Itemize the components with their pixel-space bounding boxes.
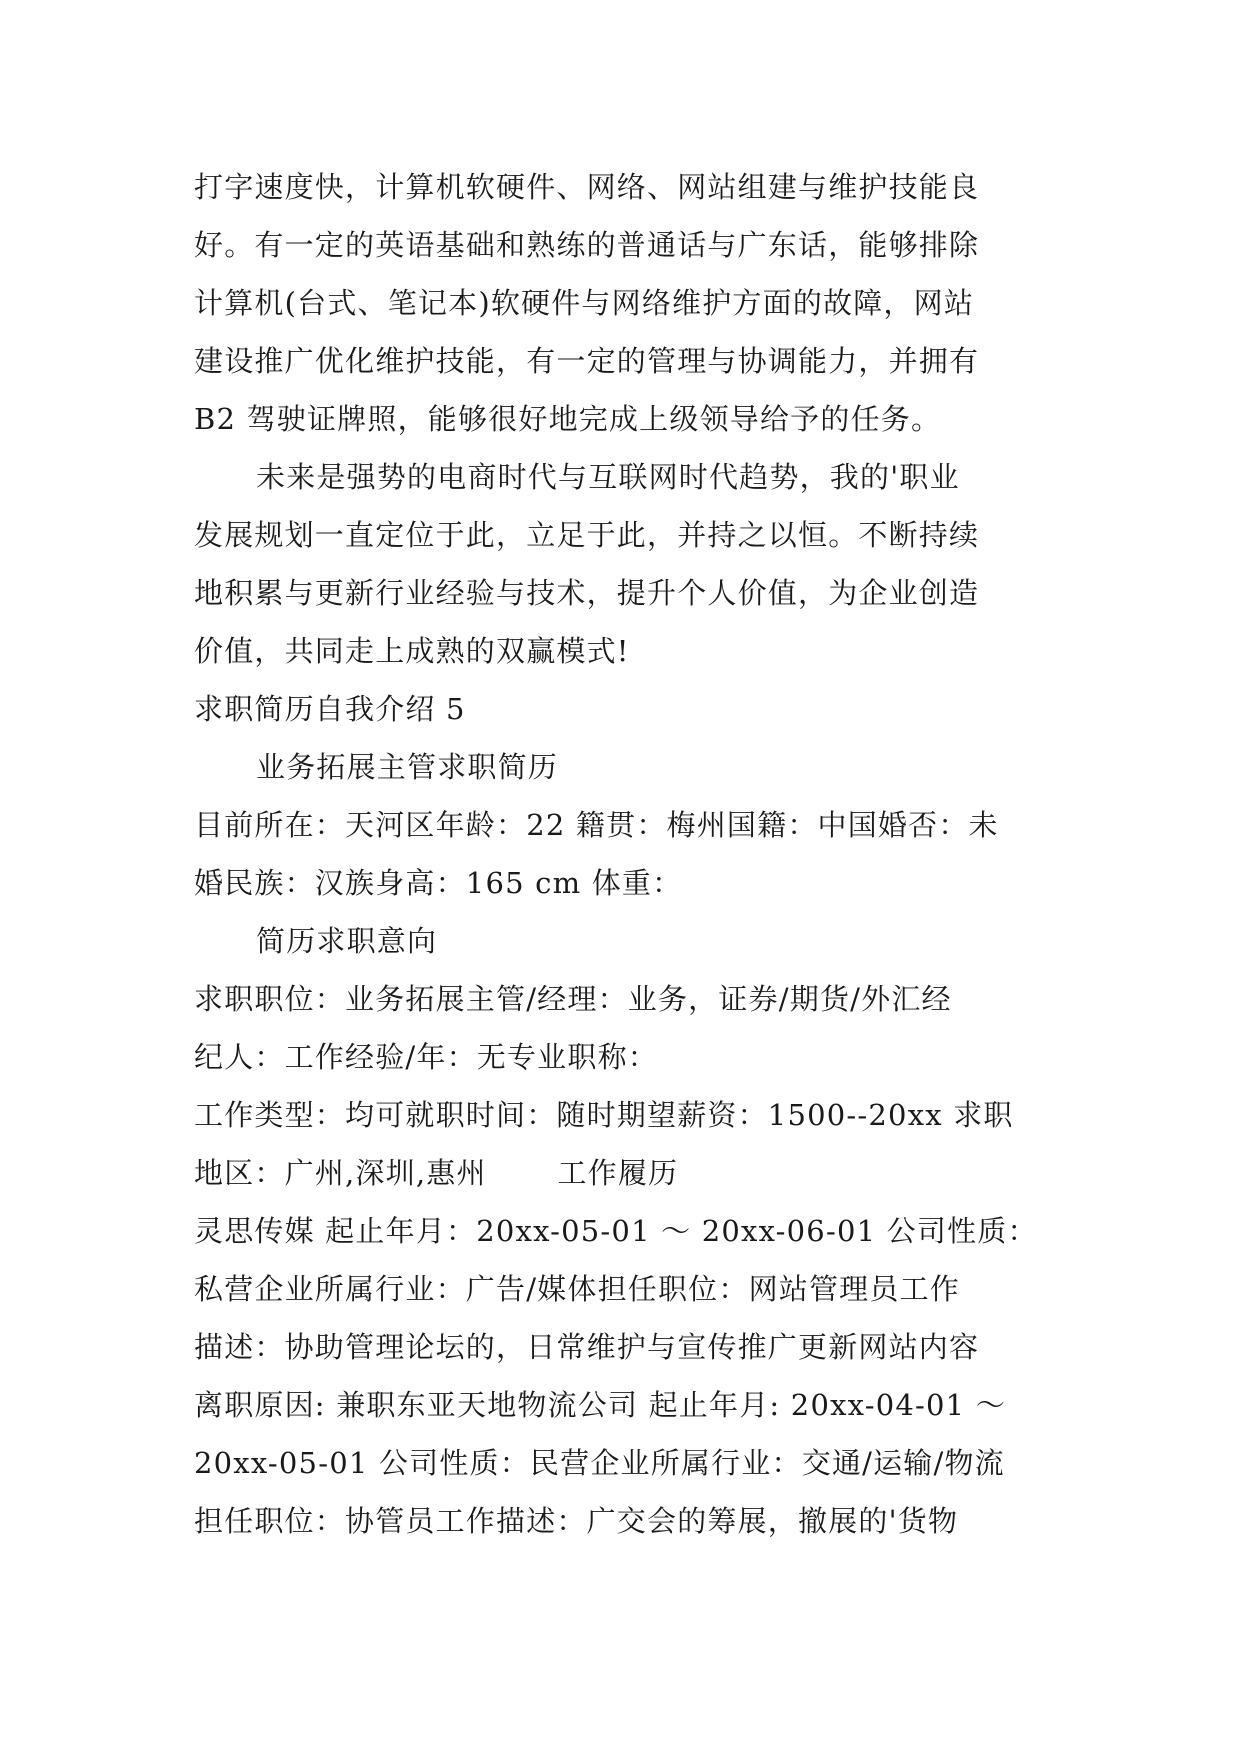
text-line: 私营企业所属行业：广告/媒体担任职位：网站管理员工作 <box>194 1272 960 1306</box>
text-line: 好。有一定的英语基础和熟练的普通话与广东话，能够排除 <box>194 228 980 262</box>
text-line: 婚民族：汉族身高：165 cm 体重： <box>194 866 683 900</box>
text-line: 目前所在：天河区年龄：22 籍贯：梅州国籍：中国婚否：未 <box>194 808 999 842</box>
text-line: 20xx-05-01 公司性质：民营企业所属行业：交通/运输/物流 <box>194 1446 1005 1480</box>
section-heading: 求职简历自我介绍 5 <box>194 692 466 726</box>
text-line: 工作类型：均可就职时间：随时期望薪资：1500--20xx 求职 <box>194 1098 1014 1132</box>
text-line: 发展规划一直定位于此，立足于此，并持之以恒。不断持续 <box>194 518 980 552</box>
text-line: 求职职位：业务拓展主管/经理：业务，证券/期货/外汇经 <box>194 982 952 1016</box>
text-line: 价值，共同走上成熟的双赢模式! <box>194 634 630 668</box>
text-line: 计算机(台式、笔记本)软硬件与网络维护方面的故障，网站 <box>194 286 975 320</box>
text-line: 担任职位：协管员工作描述：广交会的筹展，撤展的'货物 <box>194 1504 959 1538</box>
text-line: 离职原因: 兼职东亚天地物流公司 起止年月: 20xx-04-01 ～ <box>194 1388 1006 1422</box>
text-line: 灵思传媒 起止年月：20xx-05-01 ～ 20xx-06-01 公司性质： <box>194 1214 1038 1248</box>
text-line: 纪人：工作经验/年：无专业职称： <box>194 1040 658 1074</box>
text-line: 打字速度快，计算机软硬件、网络、网站组建与维护技能良 <box>194 170 980 204</box>
text-line: 地积累与更新行业经验与技术，提升个人价值，为企业创造 <box>194 576 980 610</box>
text-line: 描述：协助管理论坛的，日常维护与宣传推广更新网站内容 <box>194 1330 980 1364</box>
subsection-heading: 简历求职意向 <box>256 924 438 958</box>
resume-title: 业务拓展主管求职简历 <box>256 750 559 784</box>
text-line: 地区：广州,深圳,惠州 工作履历 <box>194 1156 679 1190</box>
text-line: 建设推广优化维护技能，有一定的管理与协调能力，并拥有 <box>194 344 980 378</box>
text-line: B2 驾驶证牌照，能够很好地完成上级领导给予的任务。 <box>194 402 942 436</box>
paragraph-first-line: 未来是强势的电商时代与互联网时代趋势，我的'职业 <box>256 460 960 494</box>
